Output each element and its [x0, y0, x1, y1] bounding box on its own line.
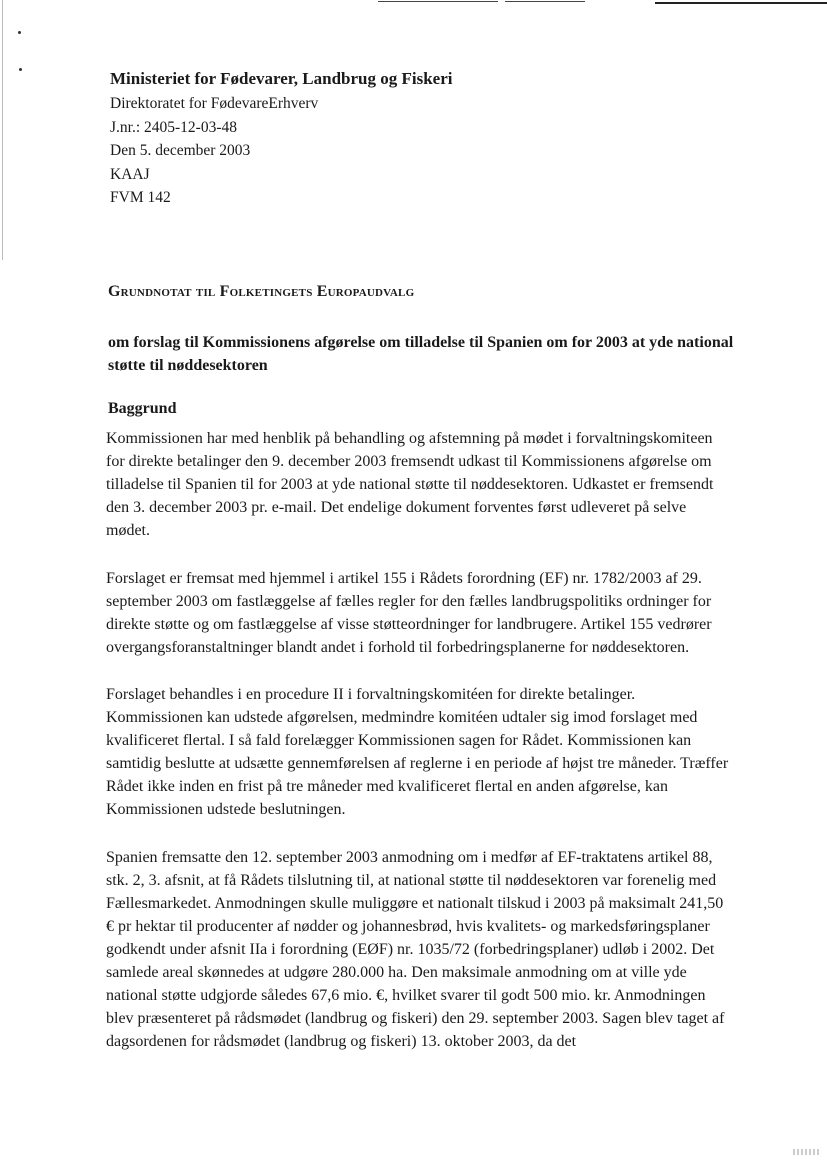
paragraph: Kommissionen har med henblik på behandling og afstemning på mødet i forvaltningskomiteen for direkte betalinger den 9. december 2003 fremsendt udkast til Kommissionens afgørelse om tilladelse til Spanien til for 2003 at yde national støtte til nøddesektoren. Udkastet er fremsendt den 3. december 2003 pr. e-mail. Det endelige dokument forventes først udleveret på selve mødet.	[106, 430, 714, 539]
scan-artifact-dot	[18, 31, 21, 34]
ministry-name: Ministeriet for Fødevarer, Landbrug og Fiskeri	[110, 69, 453, 88]
document-date: Den 5. december 2003	[110, 142, 251, 159]
document-subtitle: om forslag til Kommissionens afgørelse om tilladelse til Spanien om for 2003 at yde national støtte til nøddesektoren	[108, 334, 734, 374]
scan-artifact-line	[505, 1, 585, 2]
scan-artifact-line	[378, 1, 498, 2]
scan-artifact-dot	[19, 68, 22, 71]
document-title: Grundnotat til Folketingets Europaudvalg	[108, 283, 415, 300]
scan-artifact-smudge	[793, 1149, 819, 1155]
directorate: Direktoratet for FødevareErhverv	[110, 95, 319, 112]
author-initials: KAAJ	[110, 165, 150, 183]
paragraph: Spanien fremsatte den 12. september 2003 anmodning om i medfør af EF-traktatens artikel 88, stk. 2, 3. afsnit, at få Rådets tilslutning til, at national støtte til nøddesektoren var forenelig med Fællesmarkedet. Anmodningen skulle muliggøre et nationalt tilskud i 2003 på maksimalt 241,50 € pr hektar til producenter af nødder og johannesbrød, hvis kvalitets- og markedsføringsplaner godkendt under afsnit IIa i forordning (EØF) nr. 1035/72 (forbedringsplaner) udløb i 2002. Det samlede areal skønnedes at udgøre 280.000 ha. Den maksimale anmodning om at ville yde national støtte udgjorde således 67,6 mio. €, hvilket svarer til godt 500 mio. kr. Anmodningen blev præsenteret på rådsmødet (landbrug og fiskeri) den 29. september 2003. Sagen blev taget af dagsordenen for rådsmødet (landbrug og fiskeri) 13. oktober 2003, da det	[106, 849, 725, 1050]
paragraph: Forslaget er fremsat med hjemmel i artikel 155 i Rådets forordning (EF) nr. 1782/2003 af 29. september 2003 om fastlæggelse af fælles regler for den fælles landbrugspolitiks ordninger for direkte støtte og om fastlæggelse af visse støtteordninger for landbrugere. Artikel 155 vedrører overgangsforanstaltninger blandt andet i forhold til forbedringsplanerne for nøddesektoren.	[106, 570, 712, 656]
scan-artifact-line	[655, 2, 827, 4]
section-heading: Baggrund	[108, 400, 177, 417]
reference-code: FVM 142	[110, 189, 171, 206]
paragraph: Forslaget behandles i en procedure II i forvaltningskomitéen for direkte betalinger. Kommissionen kan udstede afgørelsen, medmindre komitéen udtaler sig imod forslaget med kvalificeret flertal. I så fald forelægger Kommissionen sagen for Rådet. Kommissionen kan samtidig beslutte at udsætte gennemførelsen af reglerne i en periode af højst tre måneder. Træffer Rådet ikke inden en frist på tre måneder med kvalificeret flertal en anden afgørelse, kan Kommissionen udstede beslutningen.	[106, 686, 729, 818]
letterhead	[110, 68, 453, 210]
journal-number: J.nr.: 2405-12-03-48	[110, 118, 238, 136]
scan-edge	[2, 0, 3, 260]
